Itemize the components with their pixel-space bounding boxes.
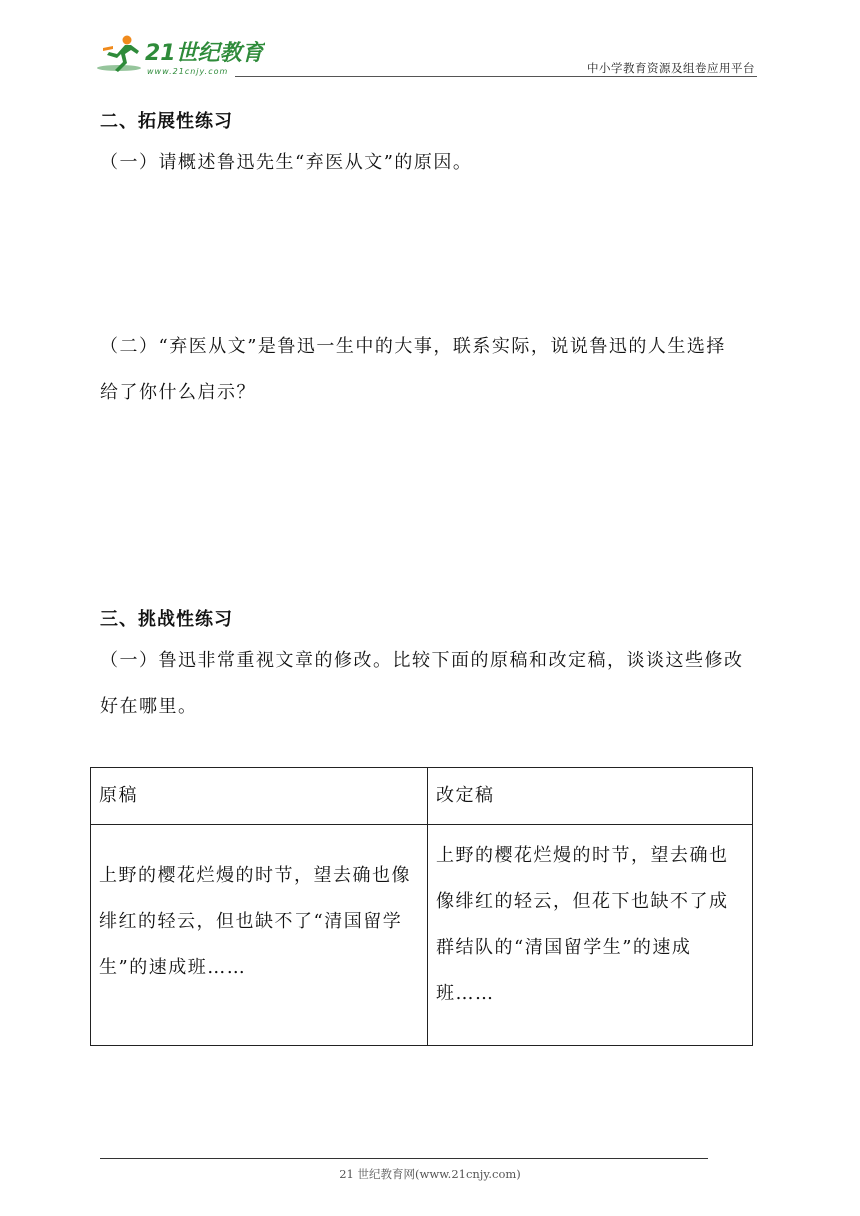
revised-text-cell <box>428 825 753 1046</box>
section2-question2-line1: （二）“弃医从文”是鲁迅一生中的大事，联系实际，说说鲁迅的人生选择 <box>100 336 726 357</box>
table-header-original: 原稿 <box>91 768 428 825</box>
table-header-row <box>91 768 753 825</box>
original-text-cell <box>91 825 428 1046</box>
section2-question2-line2: 给了你什么启示？ <box>100 382 256 403</box>
footer-text: 21 世纪教育网(www.21cnjy.com) <box>339 1167 521 1181</box>
table-header-revised: 改定稿 <box>428 768 753 825</box>
revised-line: 像绯红的轻云，但花下也缺不了成 <box>436 891 729 912</box>
comparison-table <box>90 767 753 1046</box>
revised-line: 群结队的“清国留学生”的速成 <box>436 937 692 958</box>
answer-space-2 <box>100 416 764 602</box>
section3-question1-line1: （一）鲁迅非常重视文章的修改。比较下面的原稿和改定稿，谈谈这些修改 <box>100 650 744 671</box>
platform-label: 中小学教育资源及组卷应用平台 <box>587 61 755 75</box>
runner-logo-icon <box>95 32 265 76</box>
revised-line: 上野的樱花烂熳的时节，望去确也 <box>436 845 729 866</box>
section2-question1: （一）请概述鲁迅先生“弃医从文”的原因。 <box>100 152 473 173</box>
section2-title: 二、拓展性练习 <box>100 111 233 132</box>
original-line: 生”的速成班…… <box>99 957 247 978</box>
table-row <box>91 825 753 1046</box>
logo-text: 21世纪教育 <box>145 41 264 66</box>
header-divider <box>235 76 757 77</box>
section3-title: 三、挑战性练习 <box>100 609 233 630</box>
original-line: 绯红的轻云，但也缺不了“清国留学 <box>99 911 403 932</box>
document-body <box>100 104 764 730</box>
original-line: 上野的樱花烂熳的时节，望去确也像 <box>99 865 411 886</box>
page-header <box>95 30 757 80</box>
answer-space-1 <box>100 186 764 324</box>
logo-url: www.21cnjy.com <box>147 67 229 76</box>
footer-divider <box>100 1158 708 1159</box>
site-logo <box>95 30 265 76</box>
revised-line: 班…… <box>436 983 495 1004</box>
section3-question1-line2: 好在哪里。 <box>100 696 198 717</box>
